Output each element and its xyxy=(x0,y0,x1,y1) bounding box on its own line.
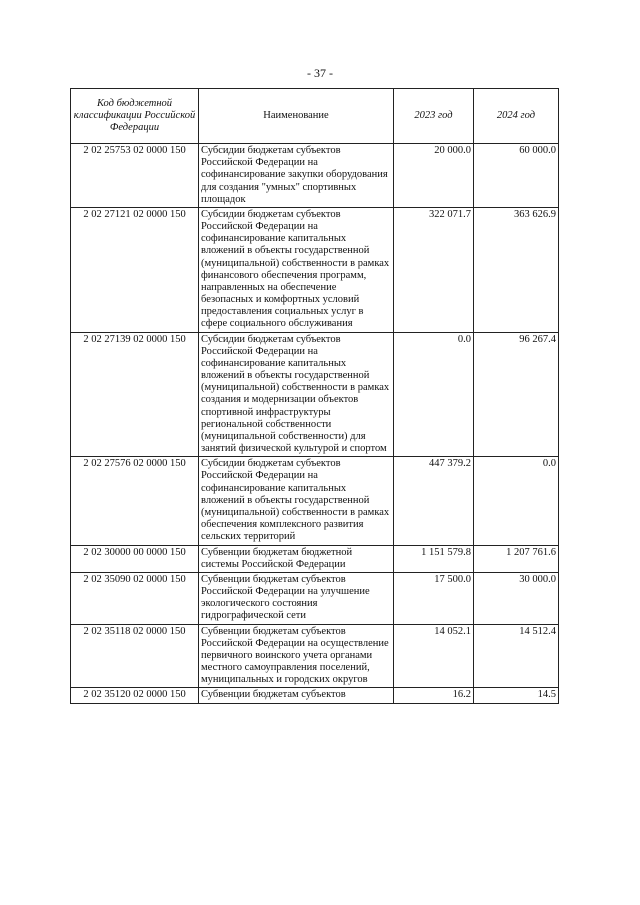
row-name: Субсидии бюджетам субъектов Российской Федерации на софинансирование закупки оборудования для создания "умных" спортивных площадок xyxy=(199,144,394,208)
table-row xyxy=(71,207,559,332)
row-value-2024: 1 207 761.6 xyxy=(474,545,559,572)
row-name: Субсидии бюджетам субъектов Российской Федерации на софинансирование капитальных вложений в объекты государственной (муниципальной) собственности в рамках создания и модернизации объектов спортивной инфраструктуры региональной собственности (муниципальной собственности) для занятий физической культурой и спортом xyxy=(199,332,394,457)
row-value-2023: 14 052.1 xyxy=(394,624,474,688)
row-value-2024: 14 512.4 xyxy=(474,624,559,688)
row-value-2024: 363 626.9 xyxy=(474,207,559,332)
budget-table xyxy=(70,88,559,704)
row-name: Субсидии бюджетам субъектов Российской Федерации на софинансирование капитальных вложений в объекты государственной (муниципальной) собственности в рамках финансового обеспечения программ, направленных на обеспечение безопасных и комфортных условий предоставления социальных услуг в сфере социального обслуживания xyxy=(199,207,394,332)
table-row xyxy=(71,572,559,624)
row-code: 2 02 30000 00 0000 150 xyxy=(71,545,199,572)
row-value-2023: 0.0 xyxy=(394,332,474,457)
row-code: 2 02 35118 02 0000 150 xyxy=(71,624,199,688)
row-value-2024: 96 267.4 xyxy=(474,332,559,457)
table-header-row xyxy=(71,89,559,144)
row-code: 2 02 27121 02 0000 150 xyxy=(71,207,199,332)
row-code: 2 02 27139 02 0000 150 xyxy=(71,332,199,457)
row-code: 2 02 25753 02 0000 150 xyxy=(71,144,199,208)
row-value-2024: 60 000.0 xyxy=(474,144,559,208)
row-name: Субсидии бюджетам субъектов Российской Федерации на софинансирование капитальных вложений в объекты государственной (муниципальной) собственности в рамках обеспечения комплексного развития сельских территорий xyxy=(199,457,394,545)
header-year-2024: 2024 год xyxy=(474,89,559,144)
row-value-2023: 20 000.0 xyxy=(394,144,474,208)
row-name: Субвенции бюджетам бюджетной системы Российской Федерации xyxy=(199,545,394,572)
row-name: Субвенции бюджетам субъектов Российской Федерации на улучшение экологического состояния гидрографической сети xyxy=(199,572,394,624)
row-name: Субвенции бюджетам субъектов xyxy=(199,688,394,703)
table-row xyxy=(71,624,559,688)
row-value-2023: 322 071.7 xyxy=(394,207,474,332)
table-row xyxy=(71,688,559,703)
row-code: 2 02 35090 02 0000 150 xyxy=(71,572,199,624)
row-value-2023: 17 500.0 xyxy=(394,572,474,624)
table-row xyxy=(71,332,559,457)
row-value-2023: 16.2 xyxy=(394,688,474,703)
header-name: Наименование xyxy=(199,89,394,144)
row-name: Субвенции бюджетам субъектов Российской Федерации на осуществление первичного воинского учета органами местного самоуправления поселений, муниципальных и городских округов xyxy=(199,624,394,688)
row-code: 2 02 35120 02 0000 150 xyxy=(71,688,199,703)
row-value-2024: 14.5 xyxy=(474,688,559,703)
row-value-2023: 1 151 579.8 xyxy=(394,545,474,572)
table-row xyxy=(71,457,559,545)
row-value-2024: 0.0 xyxy=(474,457,559,545)
header-year-2023: 2023 год xyxy=(394,89,474,144)
table-row xyxy=(71,545,559,572)
page-number: - 37 - xyxy=(307,66,333,80)
table-row xyxy=(71,144,559,208)
row-code: 2 02 27576 02 0000 150 xyxy=(71,457,199,545)
header-code: Код бюджетной классификации Российской Федерации xyxy=(71,89,199,144)
row-value-2023: 447 379.2 xyxy=(394,457,474,545)
row-value-2024: 30 000.0 xyxy=(474,572,559,624)
